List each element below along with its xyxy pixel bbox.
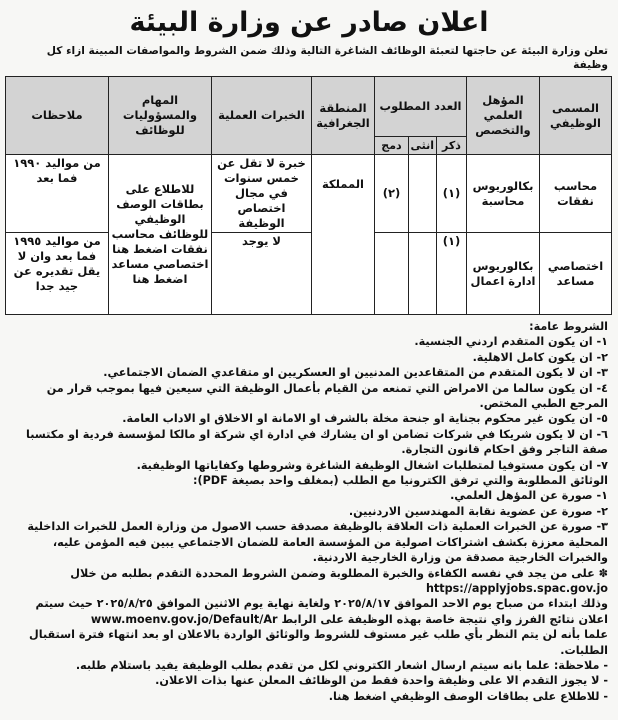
application-warning: علما بأنه لن يتم النظر بأي طلب غير مستوف للشروط والوثائق الواردة بالاعلان او بعد انتهاء فترة استقبال الطلبات. bbox=[29, 628, 608, 657]
cell-merged: (٢) bbox=[374, 155, 408, 233]
table-row bbox=[5, 233, 611, 315]
conditions-section bbox=[10, 319, 608, 704]
document-item: ١- صورة عن المؤهل العلمي. bbox=[450, 489, 608, 503]
cell-duties-link[interactable]: للاطلاع على بطاقات الوصف الوظيفي للوظائف محاسب نفقات اضغط هنا اختصاصي مساعد اضغط هنا bbox=[108, 155, 211, 315]
condition-item: ٧- ان يكون مستوفيا لمتطلبات اشغال الوظيفة الشاغرة وشروطها وكفاياتها الوظيفية. bbox=[136, 458, 608, 472]
cell-qualification: بكالوريوس محاسبة bbox=[467, 155, 540, 233]
conditions-heading: الشروط عامة: bbox=[529, 320, 608, 333]
header-qualification: المؤهل العلمي والتخصص bbox=[467, 77, 540, 155]
condition-item: ٦- ان لا يكون شريكا في شركات تضامن او ان يشارك في ادارة اي شركة او مالكا لمؤسسة فردية او مكتسبا صفة التاجر وفق احكام قانون التجارة. bbox=[26, 427, 608, 457]
cell-notes: من مواليد ١٩٩٥ فما بعد وان لا يقل تقديره عن جيد جدا bbox=[5, 233, 108, 315]
condition-item: ١- ان يكون المتقدم اردني الجنسية. bbox=[414, 335, 608, 349]
document-item: ٣- صورة عن الخبرات العملية ذات العلاقة بالوظيفة مصدقة حسب الاصول من وزارة العمل للخبرات الداخلية المحلية معززة بكشف اشتراكات اصولية من المؤسسة العامة للضمان الاجتماعي يبين فيه المؤمن عليه، والخبرات الخارجية مصدقة من وزارة الخارجية الاردنية. bbox=[27, 520, 608, 565]
header-duties: المهام والمسؤوليات للوظائف bbox=[108, 77, 211, 155]
note-item: - لا يجوز التقدم الا على وظيفة واحدة فقط من الوظائف المعلن عنها بذات الاعلان. bbox=[155, 674, 608, 688]
jobs-table bbox=[5, 76, 612, 315]
header-notes: ملاحظات bbox=[5, 77, 108, 155]
intro-text: تعلن وزارة البيئة عن حاجتها لتعبئة الوظائف الشاغرة التالية وذلك ضمن الشروط والمواصفات المبينة ازاء كل وظيفة bbox=[46, 45, 608, 71]
note-item: - ملاحظة: علما بانه سيتم ارسال اشعار الكتروني لكل من تقدم بطلب الوظيفة يفيد باستلام طلبه. bbox=[75, 658, 608, 672]
header-required-count: العدد المطلوب bbox=[374, 77, 466, 137]
cell-qualification: بكالوريوس ادارة اعمال bbox=[467, 233, 540, 315]
cell-experience: خبرة لا تقل عن خمس سنوات في مجال اختصاص الوظيفة bbox=[211, 155, 311, 233]
application-link-text[interactable]: ✽ على من يجد في نفسه الكفاءة والخبرة المطلوبة وضمن الشروط المحددة التقدم بطلبه من خلال https://applyjobs.spac.gov.jo bbox=[70, 566, 608, 595]
note-item-link[interactable]: - للاطلاع على بطاقات الوصف الوظيفي اضغط هنا. bbox=[328, 689, 608, 703]
table-row bbox=[5, 155, 611, 233]
header-job-title: المسمى الوظيفي bbox=[540, 77, 612, 155]
cell-female bbox=[409, 233, 437, 315]
header-female: انثى bbox=[409, 137, 437, 155]
condition-item: ٥- ان يكون غير محكوم بجناية او جنحة مخلة بالشرف او الامانة او الاخلاق او الاداب العامة. bbox=[122, 412, 608, 426]
cell-male: (١) bbox=[437, 233, 467, 315]
condition-item: ٣- ان لا يكون المتقدم من المتقاعدين المدنيين او العسكريين او متقاعدي الضمان الاجتماعي. bbox=[103, 366, 608, 380]
condition-item: ٢- ان يكون كامل الاهلية. bbox=[472, 350, 608, 364]
table-header-row bbox=[5, 77, 611, 137]
condition-item: ٤- ان يكون سالما من الامراض التي تمنعه من القيام بأعمال الوظيفة التي سيعين فيها بموجب قرار من المرجع الطبي المختص. bbox=[46, 381, 608, 411]
cell-experience: لا يوجد bbox=[211, 233, 311, 315]
header-merged: دمج bbox=[374, 137, 408, 155]
header-region: المنطقة الجغرافية bbox=[311, 77, 374, 155]
cell-merged bbox=[374, 233, 408, 315]
cell-notes: من مواليد ١٩٩٠ فما بعد bbox=[5, 155, 108, 233]
cell-region: المملكة bbox=[311, 155, 374, 315]
cell-job-title: اختصاصي مساعد bbox=[540, 233, 612, 315]
documents-heading: الوثائق المطلوبة والتي ترفق الكترونيا مع الطلب (بمغلف واحد بصيغة PDF): bbox=[193, 474, 608, 488]
document-item: ٢- صورة عن عضوية نقابة المهندسين الاردنيين. bbox=[348, 504, 608, 518]
page-title: اعلان صادر عن وزارة البيئة bbox=[129, 7, 489, 38]
header-male: ذكر bbox=[437, 137, 467, 155]
header-experience: الخبرات العملية bbox=[211, 77, 311, 155]
application-dates-text[interactable]: وذلك ابتداء من صباح يوم الاحد الموافق ٢٠٢٥/٨/١٧ ولغاية نهاية يوم الاثنين الموافق ٢٠٢٥/٨/٢٥ حيث سيتم اعلان نتائج الفرز واي نتيجة خاصة بهذه الوظيفة على الرابط www.moenv.gov.jo/Default/Ar bbox=[35, 597, 608, 626]
cell-male: (١) bbox=[437, 155, 467, 233]
cell-job-title: محاسب نفقات bbox=[540, 155, 612, 233]
cell-female bbox=[409, 155, 437, 233]
